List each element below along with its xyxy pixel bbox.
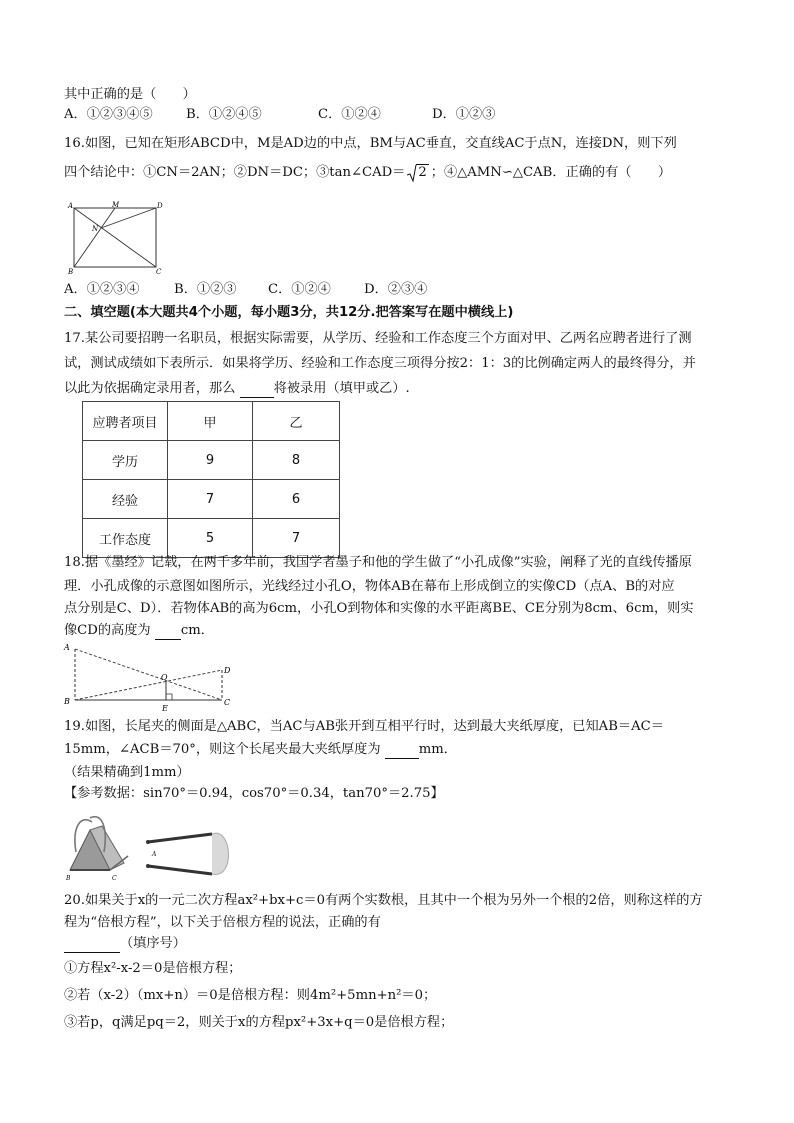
q16-label-a: A [68, 202, 74, 210]
q19-answer-blank [385, 745, 419, 759]
q16-label-n: N [92, 225, 99, 233]
table-cell: 7 [253, 519, 340, 558]
table-cell: 7 [168, 480, 253, 519]
table-cell: 8 [253, 441, 340, 480]
table-row [83, 441, 340, 480]
q18-label-e: E [162, 704, 168, 713]
table-cell: 经验 [83, 480, 168, 519]
q16-option-d: D．②③④ [364, 282, 428, 297]
q19-binder-clip-figure [62, 808, 238, 888]
q19-line2b: mm． [418, 742, 457, 757]
q17-line3 [64, 380, 410, 398]
q20-item2: ②若（x-2）（mx+n）＝0是倍根方程：则4m²+5mn+n²＝0； [64, 988, 437, 1003]
table-header-row [83, 402, 340, 441]
q15-stem: 其中正确的是（ ） [64, 87, 196, 102]
q19-line1: 19.如图，长尾夹的侧面是△ABC，当AC与AB张开到互相平行时，达到最大夹纸厚度，已知AB＝AC＝ [64, 719, 664, 734]
q16-label-b: B [68, 268, 74, 276]
table-row [83, 519, 340, 558]
table-cell: 9 [168, 441, 253, 480]
q18-label-d: D [224, 666, 231, 675]
q19-line3: （结果精确到1mm） [64, 765, 190, 780]
q16-option-a: A．①②③④ [64, 282, 140, 297]
q18-line2: 理．小孔成像的示意图如图所示，光线经过小孔O，物体AB在幕布上形成倒立的实像CD（点A、B的对应 [64, 579, 675, 594]
q20-item1: ①方程x²-x-2＝0是倍根方程； [64, 961, 242, 976]
q18-line1: 18.据《墨经》记载，在两千多年前，我国学者墨子和他的学生做了“小孔成像”实验，阐释了光的直线传播原 [64, 555, 692, 570]
q15-options [64, 106, 495, 124]
q17-line3a: 以此为依据确定录用者，那么 [64, 381, 236, 396]
q16-label-m: M [112, 201, 120, 209]
q16-label-c: C [156, 268, 162, 276]
q15-option-d: D．①②③ [432, 107, 496, 122]
q16-line2b: ；④△AMN∽△CAB．正确的有（ ） [430, 165, 672, 180]
q16-sqrt-value: 2 [418, 165, 427, 180]
q16-option-c: C．①②④ [268, 282, 331, 297]
q16-option-b: B．①②③ [174, 282, 237, 297]
table-header-cell: 乙 [253, 402, 340, 441]
q15-option-a: A．①②③④⑤ [64, 107, 153, 122]
section2-heading: 二、填空题(本大题共4个小题，每小题3分，共12分.把答案写在题中横线上) [64, 305, 514, 320]
q17-line3b: 将被录用（填甲或乙）. [273, 381, 410, 396]
q18-line4 [64, 622, 214, 640]
q16-rectangle-figure [66, 200, 166, 278]
table-cell: 6 [253, 480, 340, 519]
q19-label-c: C [112, 875, 117, 882]
q16-line2 [64, 164, 671, 182]
q19-line4: 【参考数据：sin70°＝0.94，cos70°＝0.34，tan70°＝2.75】 [64, 786, 444, 801]
q16-options [64, 281, 427, 299]
q18-line4a: 像CD的高度为 [64, 623, 151, 638]
q17-score-table [82, 401, 340, 558]
q20-answer-blank [64, 939, 120, 953]
q18-label-o: O [161, 673, 168, 682]
q15-option-b: B．①②④⑤ [186, 107, 262, 122]
q20-line1: 20.如果关于x的一元二次方程ax²+bx+c＝0有两个实数根，且其中一个根为另外一个根的2倍，则称这样的方 [64, 893, 703, 908]
q18-label-c: C [224, 698, 231, 707]
q18-label-a: A [64, 643, 70, 652]
q17-line1: 17.某公司要招聘一名职员，根据实际需要，从学历、经验和工作态度三个方面对甲、乙两名应聘者进行了测 [64, 331, 692, 346]
q19-line2a: 15mm，∠ACB＝70°，则这个长尾夹最大夹纸厚度为 [64, 742, 381, 757]
q15-option-c: C．①②④ [318, 107, 381, 122]
q17-answer-blank [240, 384, 274, 398]
q16-label-d: D [157, 202, 163, 210]
q20-line3 [64, 935, 186, 953]
sqrt-sign-icon [407, 164, 417, 182]
q18-line3: 点分别是C、D）．若物体AB的高为6cm，小孔O到物体和实像的水平距离BE、CE分别为8cm、6cm，则实 [64, 601, 694, 616]
q18-label-b: B [64, 697, 70, 706]
q19-label-a: A [152, 851, 157, 858]
q19-line2 [64, 741, 457, 759]
q19-label-b: B [66, 875, 71, 882]
q18-pinhole-figure [62, 640, 242, 714]
table-header-cell: 甲 [168, 402, 253, 441]
table-header-cell: 应聘者项目 [83, 402, 168, 441]
table-cell: 工作态度 [83, 519, 168, 558]
q16-line1: 16.如图，已知在矩形ABCD中，M是AD边的中点，BM与AC垂直，交直线AC于点N，连接DN，则下列 [64, 136, 677, 151]
q20-item3: ③若p，q满足pq＝2，则关于x的方程px²+3x+q＝0是倍根方程； [64, 1015, 454, 1030]
table-cell: 5 [168, 519, 253, 558]
q18-answer-blank [155, 626, 181, 640]
q16-line2a: 四个结论中：①CN＝2AN；②DN＝DC；③tan∠CAD＝ [64, 165, 406, 180]
q18-line4b: cm． [180, 623, 214, 638]
sqrt-icon [407, 164, 428, 182]
table-cell: 学历 [83, 441, 168, 480]
q20-line3-text: （填序号） [120, 936, 186, 951]
q17-line2: 试，测试成绩如下表所示．如果将学历、经验和工作态度三项得分按2：1：3的比例确定两人的最终得分，并 [64, 356, 696, 371]
q20-line2: 程为“倍根方程”，以下关于倍根方程的说法，正确的有 [64, 915, 381, 930]
table-row [83, 480, 340, 519]
